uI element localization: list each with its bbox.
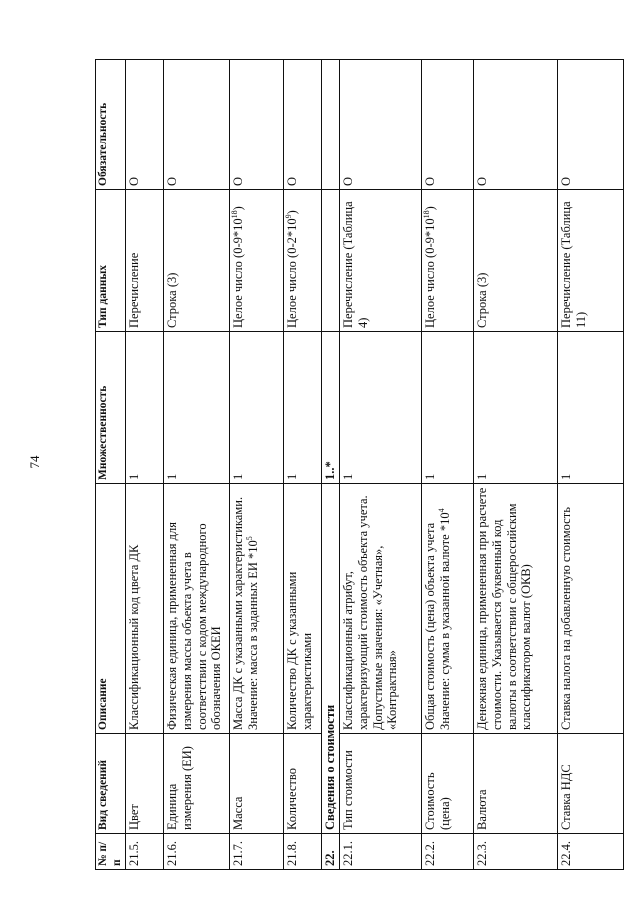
section-title: Сведения о стоимости xyxy=(322,484,340,834)
cell-type: Количество xyxy=(284,734,322,834)
table-row xyxy=(340,60,422,870)
table-row xyxy=(230,60,284,870)
header-req: Обязательность xyxy=(96,60,126,190)
dtype-text: Целое число (0-9*10 xyxy=(231,218,246,328)
desc-value: Значение: масса в заданных ЕИ *10 xyxy=(245,540,260,730)
desc-line: Общая стоимость (цена) объекта учета xyxy=(423,522,438,730)
table-header-row xyxy=(96,60,126,870)
cell-type: Валюта xyxy=(474,734,558,834)
cell-num: 21.5. xyxy=(126,834,164,870)
table-row xyxy=(422,60,474,870)
cell-mult: 1..* xyxy=(322,332,340,484)
cell-mult: 1 xyxy=(422,332,474,484)
empty-cell xyxy=(322,190,340,332)
section-row xyxy=(322,60,340,870)
cell-req: О xyxy=(340,60,422,190)
cell-desc xyxy=(230,484,284,734)
dtype-end: ) xyxy=(423,206,438,211)
exponent: 5 xyxy=(244,536,254,541)
cell-num: 21.6. xyxy=(164,834,230,870)
cell-num: 22. xyxy=(322,834,340,870)
cell-mult: 1 xyxy=(164,332,230,484)
header-num: № п/п xyxy=(96,834,126,870)
cell-type: Тип стоимости xyxy=(340,734,422,834)
cell-req: О xyxy=(558,60,624,190)
cell-desc: Количество ДК с указанными характеристиками xyxy=(284,484,322,734)
cell-desc: Физическая единица, примененная для измерения массы объекта учета в соответствии с кодом международного обозначения ОКЕИ xyxy=(164,484,230,734)
data-table xyxy=(95,59,624,870)
cell-desc: Денежная единица, примененная при расчете стоимости. Указывается буквенный код валюты в соответствии с общероссийским классификатором валют (ОКВ) xyxy=(474,484,558,734)
cell-dtype: Перечисление (Таблица 11) xyxy=(558,190,624,332)
cell-mult: 1 xyxy=(558,332,624,484)
cell-req: О xyxy=(126,60,164,190)
dtype-text: Целое число (0-9*10 xyxy=(423,218,438,328)
table-row xyxy=(474,60,558,870)
cell-dtype xyxy=(230,190,284,332)
cell-type: Единица измерения (ЕИ) xyxy=(164,734,230,834)
exponent: 4 xyxy=(436,508,446,513)
cell-desc xyxy=(422,484,474,734)
rotated-table-wrapper xyxy=(95,60,615,870)
cell-mult: 1 xyxy=(340,332,422,484)
cell-type: Стоимость (цена) xyxy=(422,734,474,834)
cell-dtype: Перечисление (Таблица 4) xyxy=(340,190,422,332)
cell-mult: 1 xyxy=(284,332,322,484)
cell-mult: 1 xyxy=(126,332,164,484)
cell-dtype xyxy=(422,190,474,332)
cell-num: 22.2. xyxy=(422,834,474,870)
cell-num: 22.1. xyxy=(340,834,422,870)
table-row xyxy=(558,60,624,870)
desc-line: Масса ДК с указанными характеристиками. xyxy=(231,496,246,730)
cell-req: О xyxy=(474,60,558,190)
exponent: 18 xyxy=(229,210,239,219)
cell-type: Масса xyxy=(230,734,284,834)
cell-req: О xyxy=(422,60,474,190)
dtype-end: ) xyxy=(285,210,300,215)
cell-num: 22.3. xyxy=(474,834,558,870)
cell-desc: Классификационный код цвета ДК xyxy=(126,484,164,734)
header-mult: Множественность xyxy=(96,332,126,484)
exponent: 18 xyxy=(421,210,431,219)
cell-mult: 1 xyxy=(230,332,284,484)
desc-value: Допустимые значения: «Учетная», «Контрактная» xyxy=(370,545,400,730)
exponent: 9 xyxy=(283,214,293,219)
table-row xyxy=(284,60,322,870)
cell-dtype: Строка (3) xyxy=(164,190,230,332)
cell-req: О xyxy=(230,60,284,190)
cell-req: О xyxy=(284,60,322,190)
table-row xyxy=(126,60,164,870)
desc-value: Значение: сумма в указанной валюте *10 xyxy=(437,512,452,730)
dtype-text: Целое число (0-2*10 xyxy=(285,218,300,328)
empty-cell xyxy=(322,60,340,190)
cell-num: 21.7. xyxy=(230,834,284,870)
cell-req: О xyxy=(164,60,230,190)
cell-num: 21.8. xyxy=(284,834,322,870)
cell-dtype: Строка (3) xyxy=(474,190,558,332)
table-row xyxy=(164,60,230,870)
page-number: 74 xyxy=(27,455,42,469)
cell-dtype: Перечисление xyxy=(126,190,164,332)
dtype-end: ) xyxy=(231,206,246,211)
cell-desc xyxy=(340,484,422,734)
header-dtype: Тип данных xyxy=(96,190,126,332)
cell-type: Ставка НДС xyxy=(558,734,624,834)
desc-line: Классификационный атрибут, характеризующий стоимость объекта учета. xyxy=(341,495,370,730)
header-desc: Описание xyxy=(96,484,126,734)
cell-dtype xyxy=(284,190,322,332)
cell-desc: Ставка налога на добавленную стоимость xyxy=(558,484,624,734)
header-type: Вид сведений xyxy=(96,734,126,834)
cell-mult: 1 xyxy=(474,332,558,484)
cell-type: Цвет xyxy=(126,734,164,834)
cell-num: 22.4. xyxy=(558,834,624,870)
